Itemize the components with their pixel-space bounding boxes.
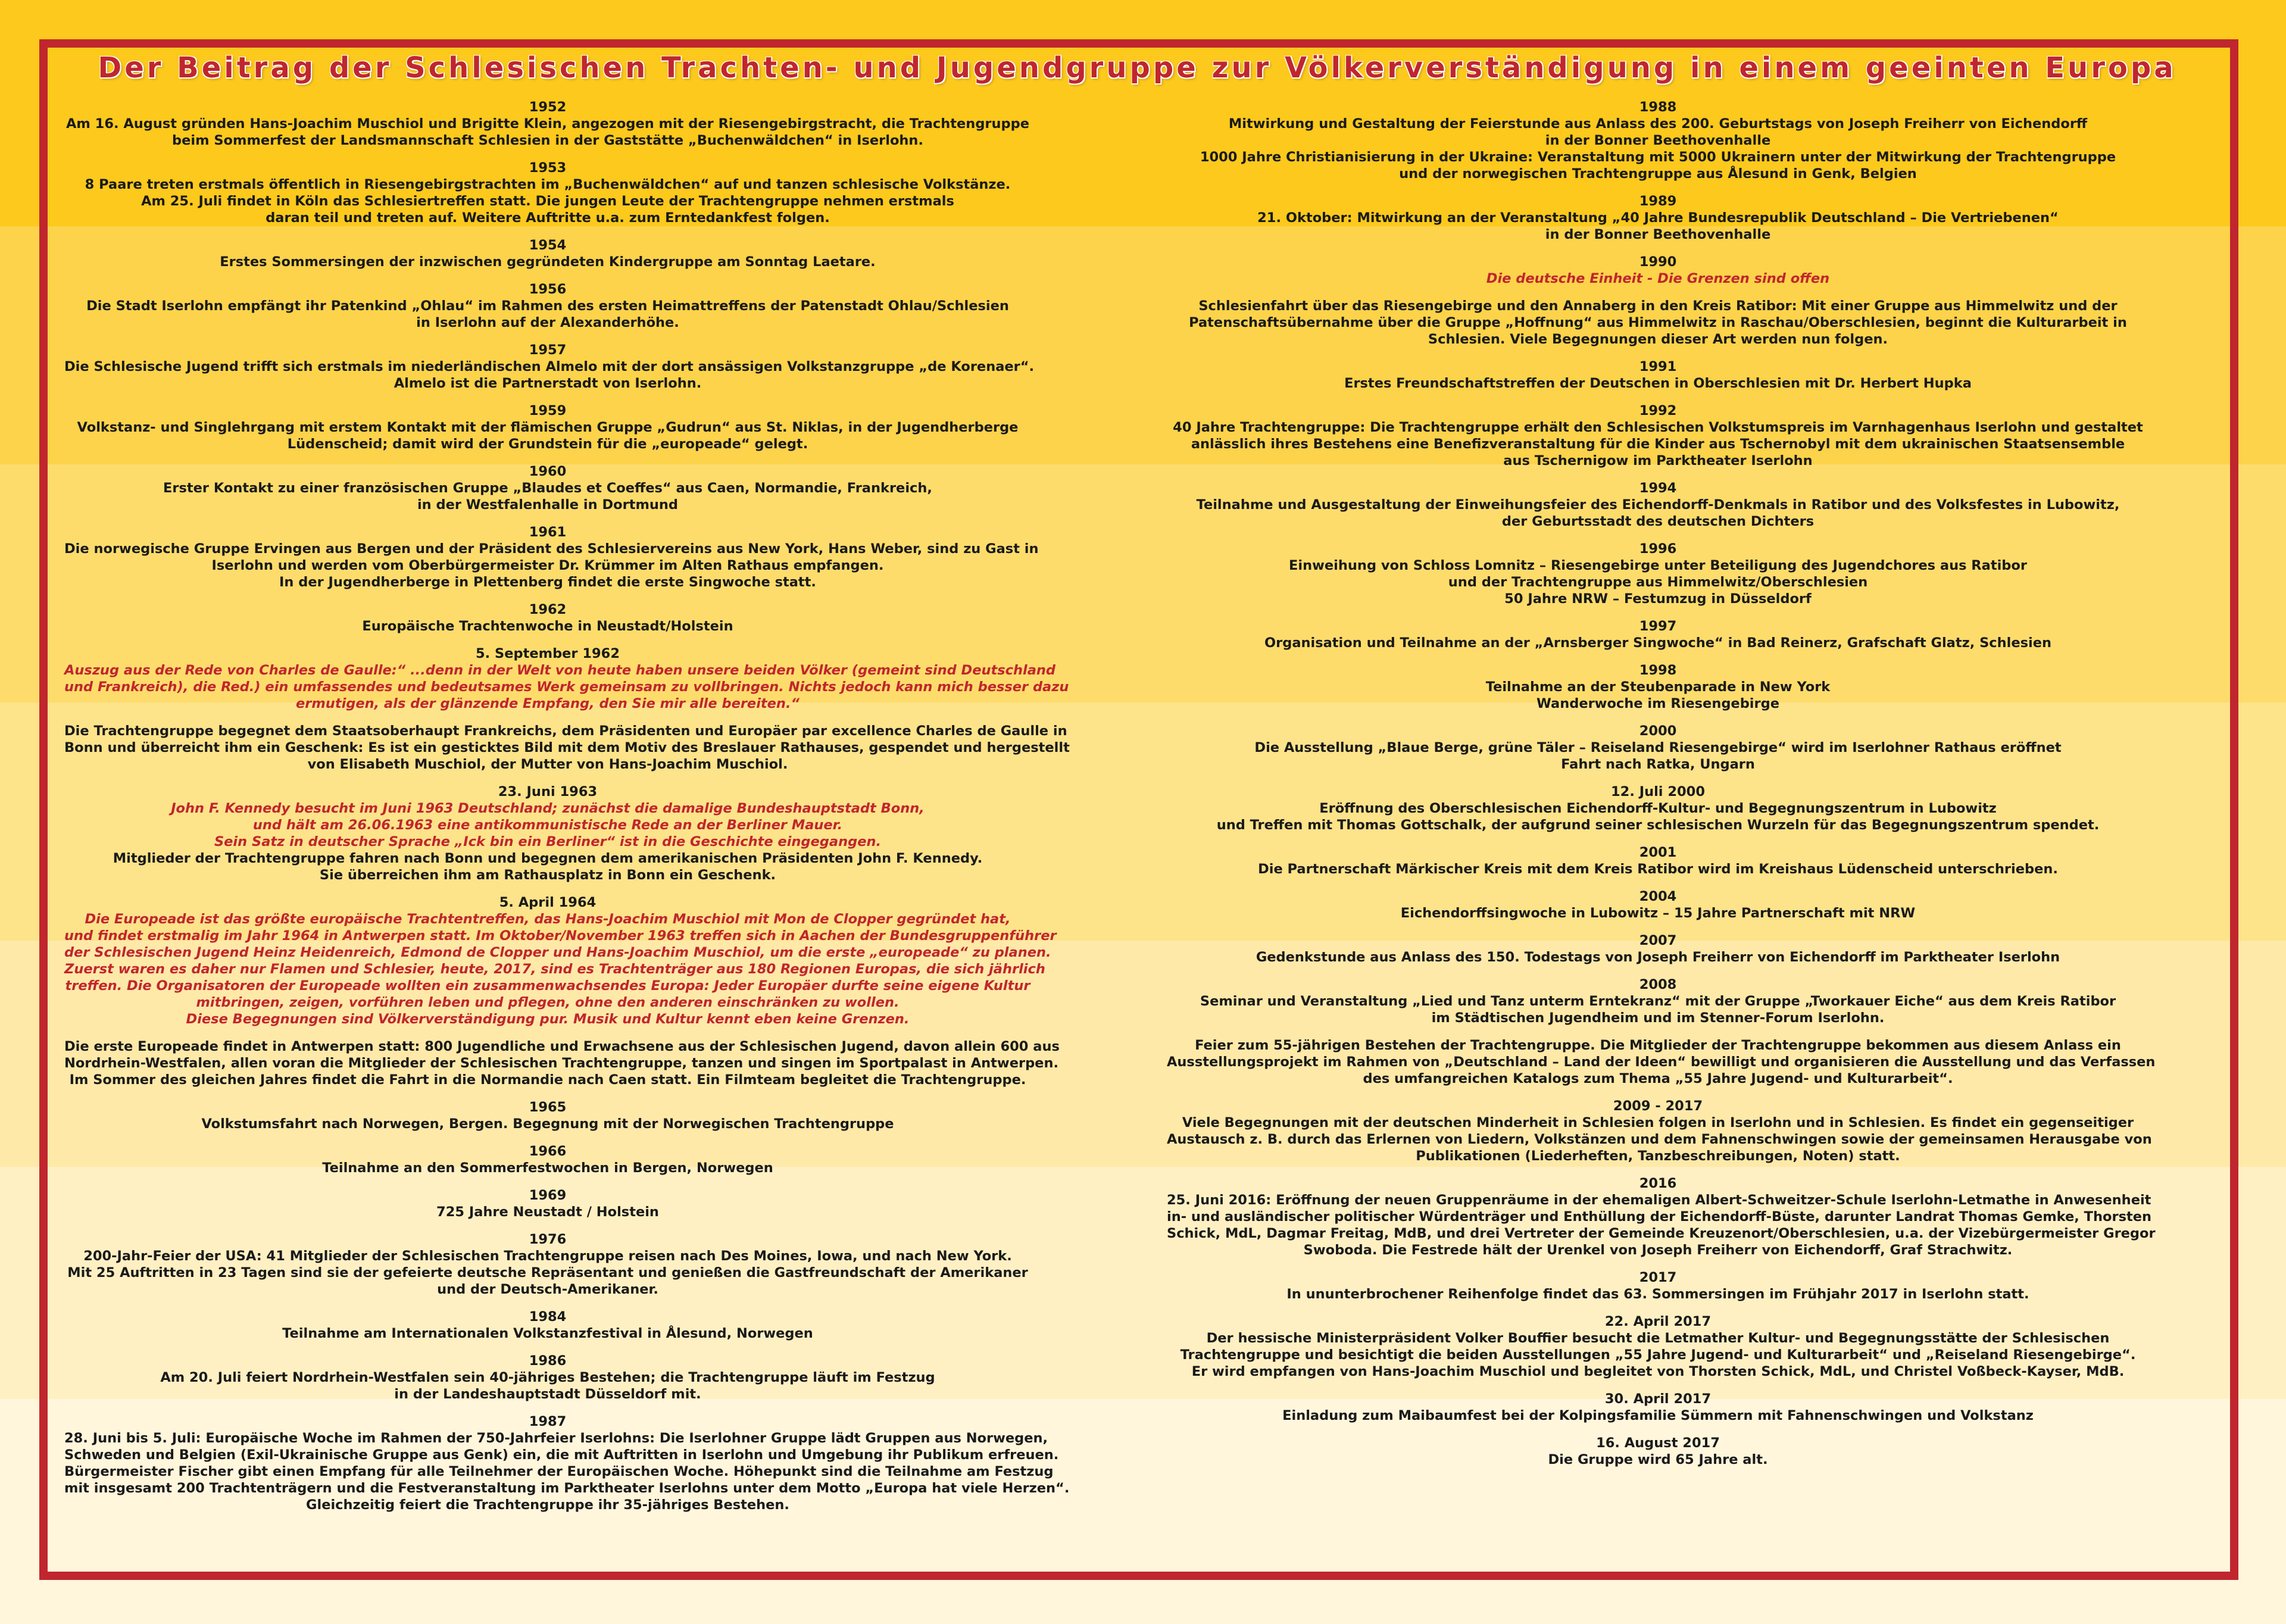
entry-year: 2007 [1639,933,1677,948]
entry-text-line: 28. Juni bis 5. Juli: Europäische Woche im Rahmen der 750-Jahrfeier Iserlohns: Die Iserlohner Gruppe lädt Gruppen aus Norwegen, [64,1431,1048,1446]
entry-text-line: Der hessische Ministerpräsident Volker Bouffier besucht die Letmather Kultur- und Begegnungsstätte der Schlesischen [1206,1331,2110,1346]
entry-text-line: aus Tschernigow im Parktheater Iserlohn [1503,453,1813,469]
entry-text-line: in der Bonner Beethovenhalle [1545,227,1771,242]
timeline-entry [1167,618,2149,651]
entry-text-line: Am 16. August gründen Hans-Joachim Muschiol und Brigitte Klein, angezogen mit der Riesengebirgstracht, die Trachtengruppe [65,116,1030,132]
entry-year: 1961 [529,524,567,540]
entry-text-line: Die Partnerschaft Märkischer Kreis mit dem Kreis Ratibor wird im Kreishaus Lüdenscheid unterschrieben. [1258,861,2058,877]
entry-year: 2016 [1639,1176,1677,1191]
entry-text-line: und der norwegischen Trachtengruppe aus Ålesund in Genk, Belgien [1399,166,1917,182]
entry-year: 1992 [1639,403,1677,419]
entry-year: 1952 [529,99,567,115]
timeline-entry [1167,1313,2149,1380]
entry-text-line: Erstes Sommersingen der inzwischen gegründeten Kindergruppe am Sonntag Laetare. [220,254,876,270]
entry-text-line: Schweden und Belgien (Exil-Ukrainische Gruppe aus Genk) ein, die mit Auftritten in Iserlohn und Umgebung ihr Publikum erfreuen. [64,1447,1059,1463]
entry-year: 1986 [529,1353,567,1369]
entry-year: 1960 [529,464,567,479]
entry-text-line: daran teil und treten auf. Weitere Auftritte u.a. zum Erntedankfest folgen. [266,210,830,226]
timeline-entry [64,463,1031,513]
entry-text-line: Erster Kontakt zu einer französischen Gruppe „Blaudes et Coeffes“ aus Caen, Normandie, Frankreich, [163,480,932,496]
entry-year: 1962 [529,602,567,617]
timeline-entry [64,645,1069,712]
timeline-entry [1167,1269,2149,1303]
entry-text-line: Feier zum 55-jährigen Bestehen der Trachtengruppe. Die Mitglieder der Trachtengruppe bekommen aus diesem Anlass ein [1195,1038,2121,1053]
entry-text-line: Schlesien. Viele Begegnungen dieser Art werden nun folgen. [1428,332,1888,347]
entry-text-line: Einladung zum Maibaumfest bei der Kolpingsfamilie Sümmern mit Fahnenschwingen und Volkstanz [1282,1408,2034,1423]
entry-text-line: Publikationen (Liederheften, Tanzbeschreibungen, Noten) statt. [1416,1148,1900,1164]
entry-year: 1998 [1639,663,1677,678]
entry-year: 1956 [529,282,567,297]
entry-year: 5. September 1962 [476,646,620,661]
entry-text-line: mit insgesamt 200 Trachtenträgern und die Festveranstaltung im Parktheater Iserlohns unter dem Motto „Europa hat viele Herzen“. [64,1481,1070,1496]
entry-text-line: in der Westfalenhalle in Dortmund [417,497,679,513]
timeline-entry [64,402,1031,452]
highlight-text-line: der Schlesischen Jugend Heinz Heidenreich, Edmond de Clopper und Hans-Joachim Muschiol, um die erste „europeade“ zu planen. [64,945,1051,960]
timeline-entry [64,1038,1060,1088]
entry-text-line: Teilnahme an den Sommerfestwochen in Bergen, Norwegen [322,1160,773,1176]
timeline-entry [1167,402,2149,469]
timeline-entry [1167,1391,2149,1424]
entry-year: 1991 [1639,359,1677,374]
entry-text-line: Die norwegische Gruppe Ervingen aus Bergen und der Präsident des Schlesiervereins aus New York, Hans Weber, sind zu Gast in [64,541,1039,557]
entry-text-line: und der Deutsch-Amerikaner. [437,1282,658,1297]
entry-year: 1953 [529,160,567,176]
entry-text-line: Mitwirkung und Gestaltung der Feierstunde aus Anlass des 200. Geburtstags von Joseph Freiherr von Eichendorff [1228,116,2088,132]
entry-text-line: 25. Juni 2016: Eröffnung der neuen Gruppenräume in der ehemaligen Albert-Schweitzer-Schule Iserlohn-Letmathe in Anwesenheit [1167,1192,2151,1208]
entry-text-line: Volkstumsfahrt nach Norwegen, Bergen. Begegnung mit der Norwegischen Trachtengruppe [201,1116,894,1132]
entry-text-line: in der Bonner Beethovenhalle [1545,133,1771,148]
timeline-entry [64,160,1031,226]
timeline-entry [1167,254,2149,287]
entry-text-line: 200-Jahr-Feier der USA: 41 Mitglieder der Schlesischen Trachtengruppe reisen nach Des Moines, Iowa, und nach New York. [83,1248,1012,1264]
entry-text-line: Iserlohn und werden vom Oberbürgermeister Dr. Krümmer im Alten Rathaus empfangen. [211,558,884,573]
timeline-entry [1167,298,2149,348]
entry-text-line: Gedenkstunde aus Anlass des 150. Todestags von Joseph Freiherr von Eichendorff im Parktheater Iserlohn [1256,950,2060,965]
entry-year: 1954 [529,238,567,253]
entry-text-line: Seminar und Veranstaltung „Lied und Tanz unterm Erntekranz“ mit der Gruppe „Tworkauer Eiche“ aus dem Kreis Ratibor [1200,994,2116,1009]
timeline-entry [64,237,1031,270]
timeline-entry [1167,783,2149,833]
entry-year: 22. April 2017 [1604,1314,1712,1329]
entry-text-line: und der Trachtengruppe aus Himmelwitz/Oberschlesien [1448,574,1868,590]
entry-year: 2017 [1639,1270,1677,1285]
entry-year: 30. April 2017 [1604,1391,1712,1407]
entry-year: 5. April 1964 [499,895,597,910]
timeline-entry [1167,888,2149,922]
highlight-text-line: Die Europeade ist das größte europäische Trachtentreffen, das Hans-Joachim Muschiol mit Mon de Clopper gegründet hat, [85,911,1011,927]
entry-text-line: Bonn und überreicht ihm ein Geschenk: Es ist ein gesticktes Bild mit dem Motiv des Breslauer Rathauses, gespendet und hergestellt [64,740,1070,755]
entry-text-line: Almelo ist die Partnerstadt von Iserlohn. [394,376,702,391]
highlight-text-line: Diese Begegnungen sind Völkerverständigung pur. Musik und Kultur kennt eben keine Grenzen. [186,1011,910,1027]
timeline-entry [64,1413,1070,1513]
entry-year: 1957 [529,342,567,358]
timeline-entry [1167,844,2149,877]
entry-year: 2004 [1639,889,1677,904]
entry-text-line: 725 Jahre Neustadt / Holstein [436,1204,659,1220]
timeline-entry [1167,480,2149,530]
highlight-text-line: und Frankreich), die Red.) ein umfassendes und bedeutsames Werk gemeinsam zu vollbringen. Nichts jedoch kann mich besser dazu [64,679,1069,695]
entry-text-line: Austausch z. B. durch das Erlernen von Liedern, Volkstänzen und dem Fahnenschwingen sowie der gemeinsamen Herausgabe von [1167,1132,2152,1147]
entry-text-line: Einweihung von Schloss Lomnitz – Riesengebirge unter Beteiligung des Jugendchores aus Ratibor [1289,558,2027,573]
entry-text-line: Am 20. Juli feiert Nordrhein-Westfalen sein 40-jähriges Bestehen; die Trachtengruppe läuft im Festzug [160,1370,935,1385]
entry-text-line: Gleichzeitig feiert die Trachtengruppe ihr 35-jähriges Bestehen. [306,1497,789,1513]
entry-text-line: Eröffnung des Oberschlesischen Eichendorff-Kultur- und Begegnungszentrum in Lubowitz [1319,801,1997,816]
entry-text-line: Fahrt nach Ratka, Ungarn [1561,757,1755,772]
timeline-entry [64,1308,1031,1342]
entry-year: 2001 [1639,845,1677,860]
entry-text-line: In der Jugendherberge in Plettenberg findet die erste Singwoche statt. [279,574,816,590]
entry-text-line: Swoboda. Die Festrede hält der Urenkel von Joseph Freiherr von Eichendorff, Graf Strachwitz. [1303,1242,2013,1258]
entry-year: 1987 [529,1414,567,1429]
entry-text-line: von Elisabeth Muschiol, der Mutter von Hans-Joachim Muschiol. [307,757,788,772]
highlight-text-line: treffen. Die Organisatoren der Europeade wollten ein zusammenwachsendes Europa: Jeder Europäer durfte seine eigene Kultur [65,978,1030,994]
entry-text-line: in- und ausländischer politischer Würdenträger und Enthüllung der Eichendorff-Büste, darunter Landrat Thomas Gemke, Thorsten [1167,1209,2152,1225]
entry-year: 1996 [1639,541,1677,557]
entry-text-line: 8 Paare treten erstmals öffentlich in Riesengebirgstrachten im „Buchenwäldchen“ auf und tanzen schlesische Volkstänze. [85,177,1011,192]
entry-year: 12. Juli 2000 [1611,784,1705,799]
timeline-entry [64,894,1057,1028]
entry-year: 23. Juni 1963 [498,784,598,799]
entry-text-line: im Städtischen Jugendheim und im Stenner-Forum Iserlohn. [1431,1010,1885,1026]
entry-text-line: Die Ausstellung „Blaue Berge, grüne Täler – Reiseland Riesengebirge“ wird im Iserlohner Rathaus eröffnet [1254,740,2062,755]
entry-year: 1976 [529,1232,567,1247]
page-title: Der Beitrag der Schlesischen Trachten- und Jugendgruppe zur Völkerverständigung in einem geeinten Europa [98,51,2176,85]
entry-text-line: Er wird empfangen von Hans-Joachim Muschiol und begleitet von Thorsten Schick, MdL, und Christel Voßbeck-Kayser, MdB. [1191,1364,2125,1379]
highlight-text-line: Die deutsche Einheit - Die Grenzen sind offen [1486,271,1830,286]
entry-text-line: Wanderwoche im Riesengebirge [1537,696,1779,711]
timeline-left-column [64,99,1070,1524]
highlight-text-line: Sein Satz in deutscher Sprache „Ick bin ein Berliner“ ist in die Geschichte eingegangen. [214,834,882,850]
timeline-entry [64,1143,1031,1176]
entry-year: 2008 [1639,977,1677,992]
highlight-text-line: Zuerst waren es daher nur Flamen und Schlesier, heute, 2017, sind es Trachtenträger aus 180 Regionen Europas, die sich jährlich [64,961,1045,977]
highlight-text-line: und hält am 26.06.1963 eine antikommunistische Rede an der Berliner Mauer. [252,817,843,833]
entry-text-line: in Iserlohn auf der Alexanderhöhe. [416,315,679,330]
entry-year: 2009 - 2017 [1613,1098,1703,1114]
entry-year: 16. August 2017 [1596,1435,1720,1451]
timeline-entry [1167,932,2149,966]
entry-text-line: beim Sommerfest der Landsmannschaft Schlesien in der Gaststätte „Buchenwäldchen“ in Iserlohn. [171,133,923,148]
entry-text-line: Nordrhein-Westfalen, allen voran die Mitglieder der Schlesischen Trachtengruppe, tanzen und singen im Sportpalast in Antwerpen. [64,1055,1059,1071]
entry-text-line: Bürgermeister Fischer gibt einen Empfang für alle Teilnehmer der Europäischen Woche. Höhepunkt sind die Teilnahme am Festzug [64,1464,1054,1479]
timeline-entry [64,1353,1031,1403]
timeline-entry [64,601,1031,635]
entry-text-line: Sie überreichen ihm am Rathausplatz in Bonn ein Geschenk. [319,867,776,883]
entry-text-line: Lüdenscheid; damit wird der Grundstein für die „europeade“ gelegt. [287,436,808,452]
timeline-entry [1167,1175,2156,1258]
entry-text-line: Teilnahme an der Steubenparade in New York [1485,679,1831,695]
entry-text-line: in der Landeshauptstadt Düsseldorf mit. [394,1386,701,1402]
timeline-entry [64,1099,1031,1132]
timeline-entry [64,783,1031,883]
timeline-entry [64,1231,1031,1298]
entry-text-line: der Geburtsstadt des deutschen Dichters [1501,514,1815,529]
entry-year: 1990 [1639,254,1677,270]
timeline-entry [64,281,1031,331]
entry-text-line: Organisation und Teilnahme an der „Arnsberger Singwoche“ in Bad Reinerz, Grafschaft Glatz, Schlesien [1264,635,2052,651]
entry-text-line: 21. Oktober: Mitwirkung an der Veranstaltung „40 Jahre Bundesrepublik Deutschland – Die Vertriebenen“ [1257,210,2059,226]
entry-text-line: Trachtengruppe und besichtigt die beiden Ausstellungen „55 Jahre Jugend- und Kulturarbeit“ und „Reiseland Riesengebirge“. [1180,1347,2136,1363]
entry-text-line: Europäische Trachtenwoche in Neustadt/Holstein [362,619,733,634]
entry-year: 1984 [529,1309,567,1325]
entry-text-line: 40 Jahre Trachtengruppe: Die Trachtengruppe erhält den Schlesischen Volkstumspreis im Varnhagenhaus Iserlohn und gestaltet [1173,420,2143,435]
entry-text-line: Patenschaftsübernahme über die Gruppe „Hoffnung“ aus Himmelwitz in Raschau/Oberschlesien, beginnt die Kulturarbeit in [1189,315,2127,330]
entry-text-line: Mitglieder der Trachtengruppe fahren nach Bonn und begegnen dem amerikanischen Präsidenten John F. Kennedy. [113,851,983,866]
timeline-entry [1167,1098,2152,1164]
highlight-text-line: ermutigen, als der glänzende Empfang, den Sie mir alle bereiten.“ [296,696,800,711]
entry-text-line: 50 Jahre NRW – Festumzug in Düsseldorf [1504,591,1812,607]
timeline-entry [1167,662,2149,712]
entry-year: 2000 [1639,723,1677,739]
highlight-text-line: Auszug aus der Rede von Charles de Gaulle:“ ...denn in der Welt von heute haben unsere beiden Völker (gemeint sind Deutschland [64,663,1056,678]
timeline-entry [1167,723,2149,773]
highlight-text-line: John F. Kennedy besucht im Juni 1963 Deutschland; zunächst die damalige Bundeshauptstadt Bonn, [171,801,925,816]
timeline-entry [1167,541,2149,607]
timeline-entry [64,524,1039,591]
entry-text-line: Teilnahme am Internationalen Volkstanzfestival in Ålesund, Norwegen [282,1326,813,1341]
entry-text-line: Die Stadt Iserlohn empfängt ihr Patenkind „Ohlau“ im Rahmen des ersten Heimattreffens der Patenstadt Ohlau/Schlesien [86,298,1009,314]
timeline-entry [1167,193,2149,243]
timeline-entry [1167,99,2149,182]
entry-text-line: Eichendorffsingwoche in Lubowitz – 15 Jahre Partnerschaft mit NRW [1400,905,1916,921]
entry-text-line: Die erste Europeade findet in Antwerpen statt: 800 Jugendliche und Erwachsene aus der Schlesischen Jugend, davon allein 600 aus [64,1039,1060,1054]
timeline-entry [1167,976,2149,1026]
entry-text-line: Die Schlesische Jugend trifft sich erstmals im niederländischen Almelo mit der dort ansässigen Volkstanzgruppe „de Korenaer“. [64,359,1035,374]
entry-text-line: Volkstanz- und Singlehrgang mit erstem Kontakt mit der flämischen Gruppe „Gudrun“ aus St. Niklas, in der Jugendherberge [77,420,1019,435]
entry-year: 1969 [529,1188,567,1203]
timeline-entry [64,342,1035,392]
entry-year: 1988 [1639,99,1677,115]
entry-text-line: In ununterbrochener Reihenfolge findet das 63. Sommersingen im Frühjahr 2017 in Iserlohn statt. [1286,1286,2029,1302]
entry-text-line: Ausstellungsprojekt im Rahmen von „Deutschland – Land der Ideen“ bewilligt und organisieren die Ausstellung und das Verfassen [1167,1054,2156,1070]
entry-year: 1997 [1639,619,1677,634]
entry-text-line: Mit 25 Auftritten in 23 Tagen sind sie der gefeierte deutsche Repräsentant und genießen die Gastfreundschaft der Amerikaner [67,1265,1028,1281]
timeline-entry [64,723,1070,773]
entry-text-line: Im Sommer des gleichen Jahres findet die Fahrt in die Normandie nach Caen statt. Ein Filmteam begleitet die Trachtengruppe. [69,1072,1026,1088]
entry-year: 1966 [529,1144,567,1159]
highlight-text-line: mitbringen, zeigen, vorführen leben und pflegen, ohne den anderen einschränken zu wollen. [196,995,900,1010]
entry-text-line: Schlesienfahrt über das Riesengebirge und den Annaberg in den Kreis Ratibor: Mit einer Gruppe aus Himmelwitz und der [1198,298,2118,314]
timeline-entry [1167,358,2149,392]
timeline-entry [64,1187,1031,1220]
timeline-entry [1167,1037,2156,1087]
timeline-entry [1167,1435,2149,1468]
highlight-text-line: und findet erstmalig im Jahr 1964 in Antwerpen statt. Im Oktober/November 1963 treffen sich in Aachen der Bundesgruppenführer [64,928,1057,944]
entry-year: 1965 [529,1100,567,1115]
entry-text-line: Erstes Freundschaftstreffen der Deutschen in Oberschlesien mit Dr. Herbert Hupka [1344,376,1972,391]
entry-year: 1994 [1639,480,1677,496]
entry-text-line: 1000 Jahre Christianisierung in der Ukraine: Veranstaltung mit 5000 Ukrainern unter der Mitwirkung der Trachtengruppe [1200,149,2116,165]
entry-text-line: Am 25. Juli findet in Köln das Schlesiertreffen statt. Die jungen Leute der Trachtengruppe nehmen erstmals [141,193,954,209]
entry-text-line: anlässlich ihres Bestehens eine Benefizveranstaltung für die Kinder aus Tschernobyl mit dem ukrainischen Staatsensemble [1191,436,2125,452]
entry-text-line: des umfangreichen Katalogs zum Thema „55 Jahre Jugend- und Kulturarbeit“. [1363,1071,1953,1086]
timeline-entry [64,99,1031,149]
entry-text-line: Viele Begegnungen mit der deutschen Minderheit in Schlesien folgen in Iserlohn und in Schlesien. Es findet ein gegenseitiger [1182,1115,2134,1130]
entry-text-line: Die Gruppe wird 65 Jahre alt. [1548,1452,1768,1467]
entry-text-line: und Treffen mit Thomas Gottschalk, der aufgrund seiner schlesischen Wurzeln für das Begegnungszentrum spendet. [1216,817,2100,833]
timeline-right-column [1167,99,2156,1479]
entry-text-line: Die Trachtengruppe begegnet dem Staatsoberhaupt Frankreichs, dem Präsidenten und Europäer par excellence Charles de Gaulle in [64,723,1067,739]
entry-year: 1959 [529,403,567,419]
entry-text-line: Teilnahme und Ausgestaltung der Einweihungsfeier des Eichendorff-Denkmals in Ratibor und des Volksfestes in Lubowitz, [1196,497,2120,513]
entry-year: 1989 [1639,193,1677,209]
entry-text-line: Schick, MdL, Dagmar Freitag, MdB, und drei Vertreter der Gemeinde Kreuzenort/Oberschlesien, u.a. der Vizebürgermeister Gregor [1167,1226,2156,1241]
